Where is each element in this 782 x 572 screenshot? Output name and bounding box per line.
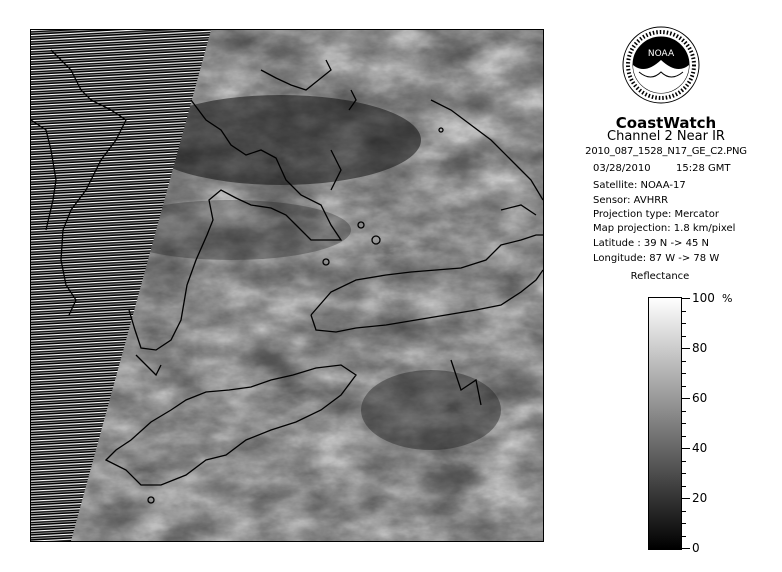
latitude-label: Latitude : 39 N -> 45 N: [593, 238, 709, 249]
colorbar-minor-tick: [682, 486, 686, 487]
satellite-map: [30, 29, 544, 542]
colorbar-tick-label: 80: [692, 341, 708, 355]
colorbar-minor-tick: [682, 473, 686, 474]
colorbar-tick-label: 20: [692, 491, 708, 505]
colorbar-tick-label: 60: [692, 391, 708, 405]
colorbar-minor-tick: [682, 511, 686, 512]
colorbar-minor-tick: [682, 436, 686, 437]
colorbar-minor-tick: [682, 323, 686, 324]
colorbar-tick: [682, 348, 690, 349]
colorbar-minor-tick: [682, 536, 686, 537]
colorbar-minor-tick: [682, 361, 686, 362]
colorbar-minor-tick: [682, 311, 686, 312]
colorbar-label: Reflectance: [630, 271, 690, 282]
svg-text:NOAA: NOAA: [647, 49, 675, 59]
colorbar-minor-tick: [682, 461, 686, 462]
satellite-label: Satellite: NOAA-17: [593, 180, 686, 191]
time-label: 15:28 GMT: [676, 163, 731, 174]
longitude-label: Longitude: 87 W -> 78 W: [593, 253, 720, 264]
colorbar-minor-tick: [682, 386, 686, 387]
colorbar-minor-tick: [682, 411, 686, 412]
colorbar-tick: [682, 498, 690, 499]
colorbar-minor-tick: [682, 423, 686, 424]
filename-label: 2010_087_1528_N17_GE_C2.PNG: [585, 146, 747, 157]
colorbar-tick-label: 0: [692, 541, 700, 555]
projection-type-label: Projection type: Mercator: [593, 209, 719, 220]
noaa-logo: [621, 20, 701, 110]
map-projection-label: Map projection: 1.8 km/pixel: [593, 223, 736, 234]
colorbar-minor-tick: [682, 373, 686, 374]
noaa-logo-icon: [621, 20, 701, 110]
colorbar-tick: [682, 448, 690, 449]
colorbar-minor-tick: [682, 523, 686, 524]
date-label: 03/28/2010: [593, 163, 651, 174]
colorbar-tick: [682, 548, 690, 549]
colorbar-tick: [682, 298, 690, 299]
channel-subtitle: Channel 2 Near IR: [607, 129, 725, 144]
product-title: CoastWatch: [615, 114, 717, 132]
colorbar-minor-tick: [682, 336, 686, 337]
colorbar-unit: %: [722, 292, 733, 305]
colorbar-tick-label: 40: [692, 441, 708, 455]
colorbar-tick-label: 100: [692, 291, 715, 305]
sensor-label: Sensor: AVHRR: [593, 195, 669, 206]
colorbar: [648, 297, 682, 550]
colorbar-tick: [682, 398, 690, 399]
